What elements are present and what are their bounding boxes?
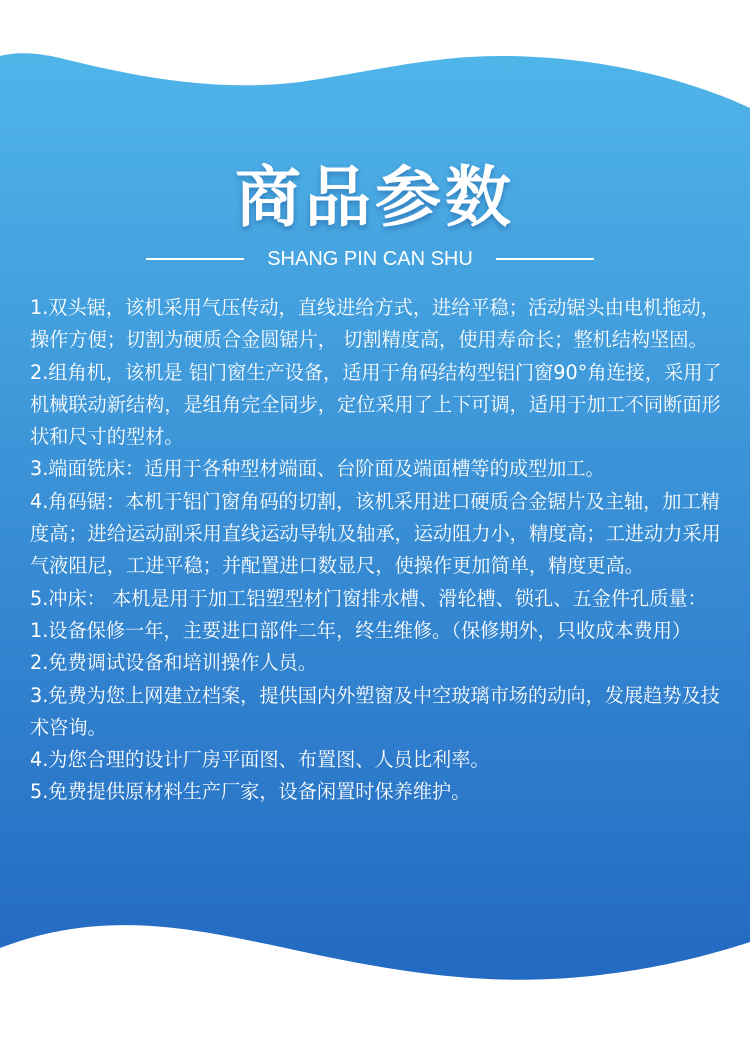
paragraph-market-info: 3.免费为您上网建立档案，提供国内外塑窗及中空玻璃市场的动向，发展趋势及技术咨询。 — [30, 683, 720, 739]
page-subtitle: SHANG PIN CAN SHU — [267, 248, 473, 270]
subtitle-left-divider — [146, 258, 244, 260]
parameter-list — [30, 292, 728, 809]
paragraph-corner-combining-machine: 2.组角机，该机是 铝门窗生产设备，适用于角码结构型铝门窗90°角连接，采用了机械联动新结构，是组角完全同步，定位采用了上下可调，适用于加工不同断面形状和尺寸的型材。 — [30, 360, 722, 449]
paragraph-plant-design: 4.为您合理的设计厂房平面图、布置图、人员比利率。 — [30, 748, 490, 772]
subtitle-row — [0, 246, 750, 272]
paragraph-warranty: 1.设备保修一年，主要进口部件二年，终生维修。（保修期外，只收成本费用） — [30, 618, 692, 642]
paragraph-material-suppliers: 5.免费提供原材料生产厂家，设备闲置时保养维护。 — [30, 780, 471, 804]
paragraph-corner-code-saw: 4.角码锯：本机于铝门窗角码的切割，该机采用进口硬质合金锯片及主轴，加工精度高；进给运动副采用直线运动导轨及轴承，运动阻力小，精度高；工进动力采用气液阻尼，工进平稳；并配置进口数显尺，使操作更加简单，精度更高。 — [30, 489, 721, 578]
subtitle-right-divider — [496, 258, 594, 260]
paragraph-double-head-saw: 1.双头锯，该机采用气压传动，直线进给方式，进给平稳；活动锯头由电机拖动，操作方便；切割为硬质合金圆锯片， 切割精度高，使用寿命长；整机结构坚固。 — [30, 296, 720, 352]
paragraph-punch-press: 5.冲床： 本机是用于加工铝塑型材门窗排水槽、滑轮槽、锁孔、五金件孔质量： — [30, 586, 707, 610]
paragraph-end-milling-machine: 3.端面铣床：适用于各种型材端面、台阶面及端面槽等的成型加工。 — [30, 457, 605, 481]
paragraph-training: 2.免费调试设备和培训操作人员。 — [30, 651, 317, 675]
page-title: 商品参数 — [235, 159, 515, 236]
